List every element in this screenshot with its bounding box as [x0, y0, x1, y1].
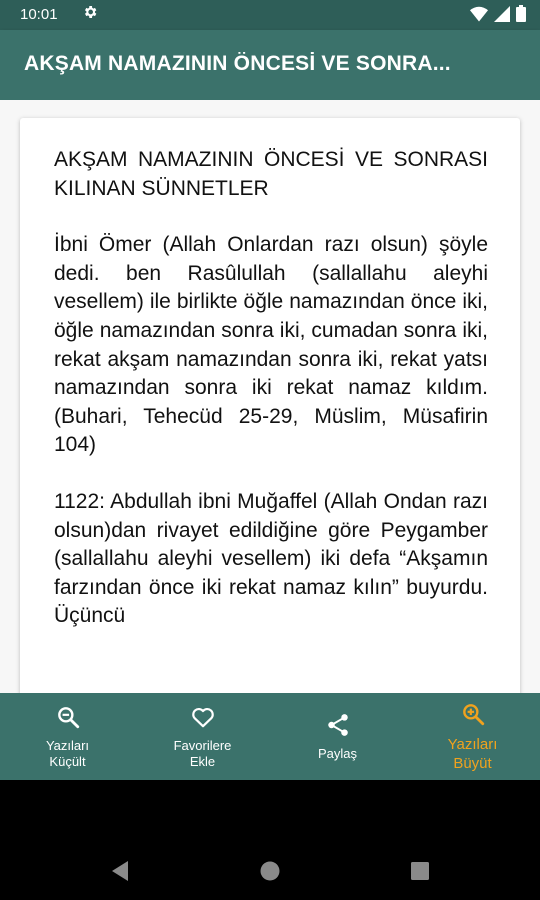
article-paragraph: 1122: Abdullah ibni Muğaffel (Allah Ondan razı olsun)dan rivayet edildiğine göre Peygamber (sallallahu aleyhi vesellem) iki defa “Akşamın farzından önce iki rekat namaz kılın” buyurdu. Üçüncü	[54, 489, 488, 628]
zoom-in-button[interactable]	[405, 693, 540, 780]
zoom-in-icon	[460, 701, 486, 727]
status-icons	[470, 5, 526, 22]
article-paragraph: İbni Ömer (Allah Onlardan razı olsun) şöyle dedi. ben Rasûlullah (sallallahu aleyhi vesellem) ile birlikte öğle namazından önce iki, öğle namazından sonra iki, cumadan sonra iki, rekat akşam namazından sonra iki, rekat yatsı namazından sonra iki rekat namaz kıldım. (Buhari, Tehecüd 25-29, Müslim, Müsafirin 104)	[54, 233, 488, 457]
article-title: AKŞAM NAMAZININ ÖNCESİ VE SONRASI KILINAN SÜNNETLER	[54, 148, 488, 200]
add-favorite-button[interactable]	[135, 693, 270, 780]
zoom-out-button[interactable]	[0, 693, 135, 780]
share-icon	[325, 712, 351, 738]
status-bar	[0, 0, 540, 30]
signal-icon	[494, 6, 510, 22]
back-icon[interactable]	[110, 860, 130, 882]
bottom-nav	[0, 693, 540, 780]
article-body	[54, 146, 488, 659]
content-area[interactable]	[0, 100, 540, 693]
page-title: AKŞAM NAMAZININ ÖNCESİ VE SONRA...	[24, 52, 451, 75]
zoom-in-label: Yazıları Büyüt	[447, 735, 498, 772]
article-card	[20, 118, 520, 693]
heart-icon	[190, 704, 216, 730]
system-nav-bar	[0, 780, 540, 900]
share-label: Paylaş	[317, 745, 358, 761]
battery-icon	[516, 5, 526, 22]
app-bar	[0, 30, 540, 100]
add-favorite-label: Favorilere Ekle	[173, 737, 232, 769]
share-button[interactable]	[270, 693, 405, 780]
zoom-out-label: Yazıları Küçült	[45, 737, 90, 769]
wifi-icon	[470, 6, 488, 22]
status-time: 10:01	[20, 6, 58, 23]
recent-apps-icon[interactable]	[410, 861, 430, 881]
gear-icon	[82, 4, 98, 25]
home-icon[interactable]	[259, 860, 281, 882]
zoom-out-icon	[55, 704, 81, 730]
